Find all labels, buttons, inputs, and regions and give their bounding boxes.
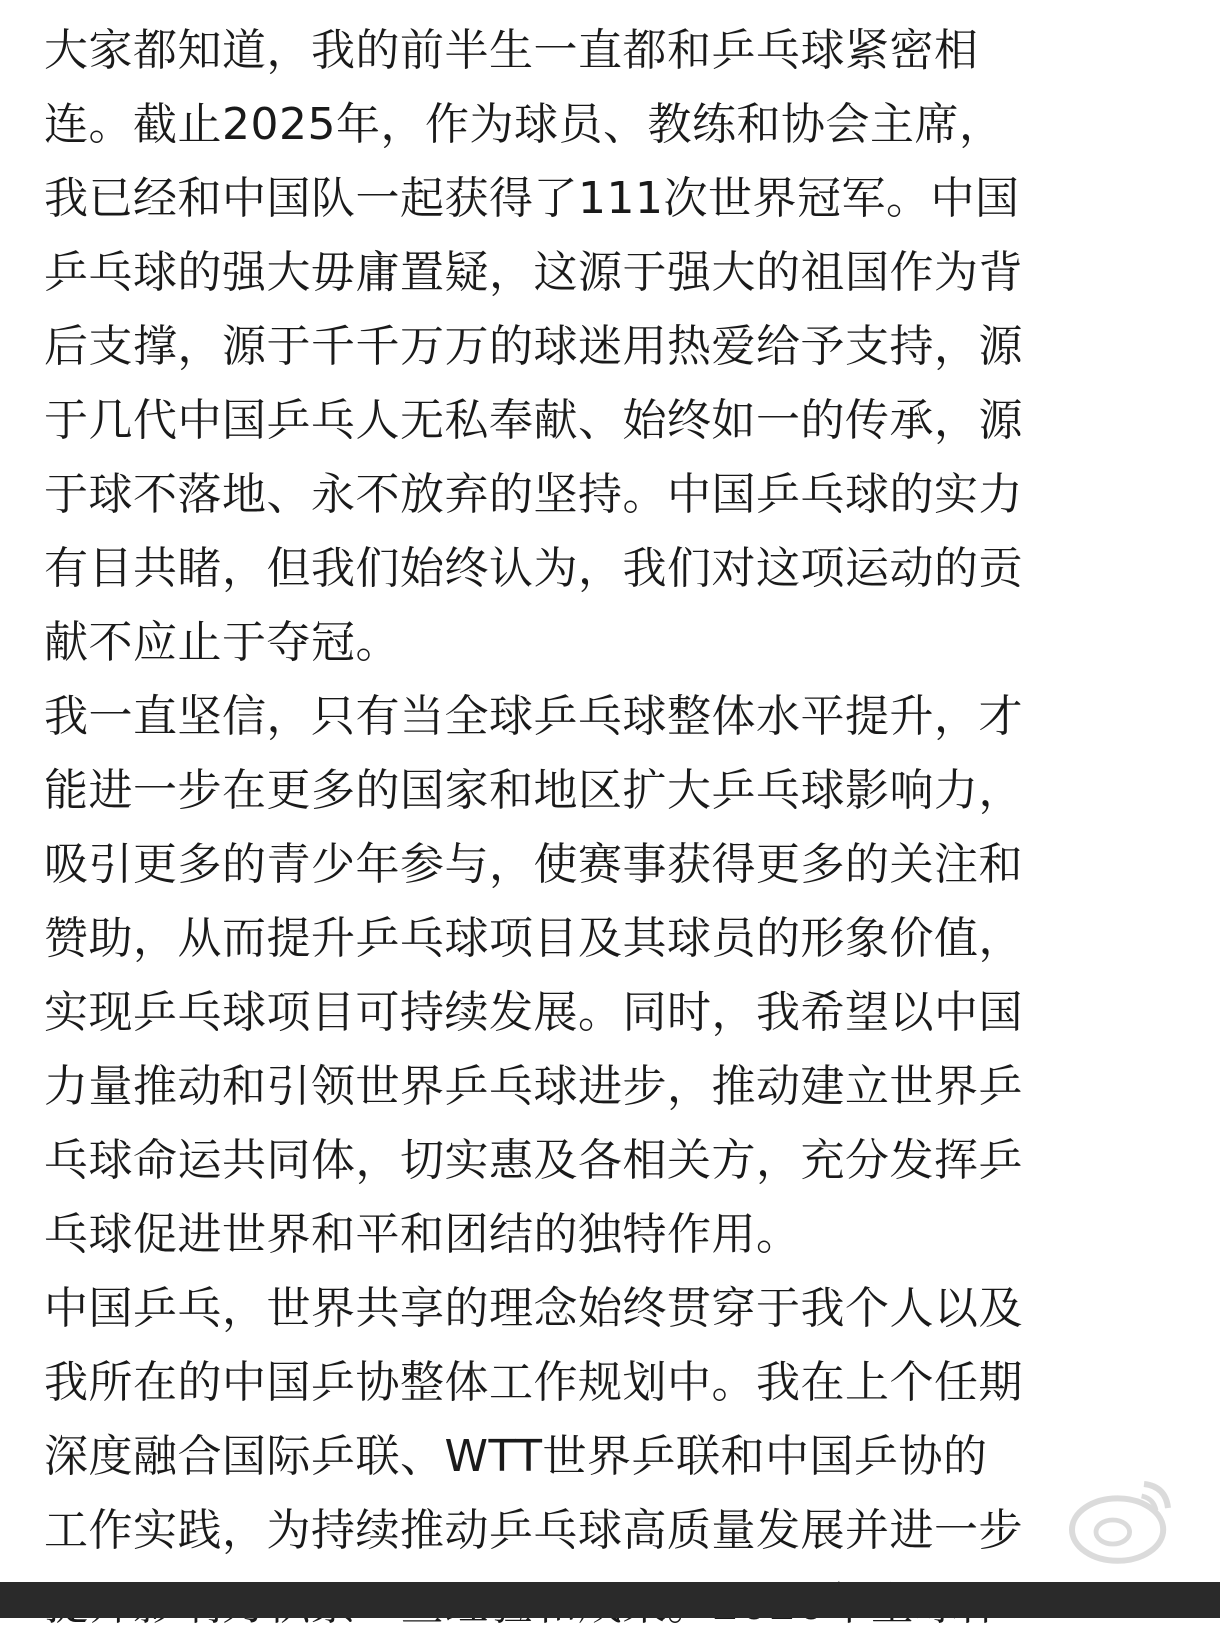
text-line: 中国乒乓，世界共享的理念始终贯穿于我个人以及 bbox=[44, 1283, 1023, 1334]
text-line: 赞助，从而提升乒乓球项目及其球员的形象价值， bbox=[44, 913, 1023, 964]
text-line: 工作实践，为持续推动乒乓球高质量发展并进一步 bbox=[44, 1505, 1023, 1556]
text-line: 我已经和中国队一起获得了111次世界冠军。中国 bbox=[44, 173, 1020, 224]
text-line: 后支撑，源于千千万万的球迷用热爱给予支持，源 bbox=[44, 321, 1023, 372]
text-line: 我所在的中国乒协整体工作规划中。我在上个任期 bbox=[44, 1357, 1023, 1408]
text-line: 力量推动和引领世界乒乓球进步，推动建立世界乒 bbox=[44, 1061, 1023, 1112]
text-line: 乓球促进世界和平和团结的独特作用。 bbox=[44, 1209, 801, 1260]
document-body bbox=[44, 14, 1023, 1642]
weibo-watermark-icon bbox=[1060, 1460, 1180, 1580]
text-line: 献不应止于夺冠。 bbox=[44, 617, 400, 668]
text-line: 深度融合国际乒联、WTT世界乒联和中国乒协的 bbox=[44, 1431, 988, 1482]
text-line: 吸引更多的青少年参与，使赛事获得更多的关注和 bbox=[44, 839, 1023, 890]
text-line: 连。截止2025年，作为球员、教练和协会主席， bbox=[44, 99, 1004, 150]
text-line: 我一直坚信，只有当全球乒乓球整体水平提升，才 bbox=[44, 691, 1023, 742]
text-line: 乓球命运共同体，切实惠及各相关方，充分发挥乒 bbox=[44, 1135, 1023, 1186]
text-line: 于几代中国乒乓人无私奉献、始终如一的传承，源 bbox=[44, 395, 1023, 446]
bottom-bar bbox=[0, 1582, 1220, 1618]
text-line: 实现乒乓球项目可持续发展。同时，我希望以中国 bbox=[44, 987, 1023, 1038]
text-line: 于球不落地、永不放弃的坚持。中国乒乓球的实力 bbox=[44, 469, 1023, 520]
text-line: 乒乓球的强大毋庸置疑，这源于强大的祖国作为背 bbox=[44, 247, 1023, 298]
text-line: 大家都知道，我的前半生一直都和乒乓球紧密相 bbox=[44, 25, 979, 76]
text-line: 有目共睹，但我们始终认为，我们对这项运动的贡 bbox=[44, 543, 1023, 594]
text-line: 能进一步在更多的国家和地区扩大乒乓球影响力， bbox=[44, 765, 1023, 816]
